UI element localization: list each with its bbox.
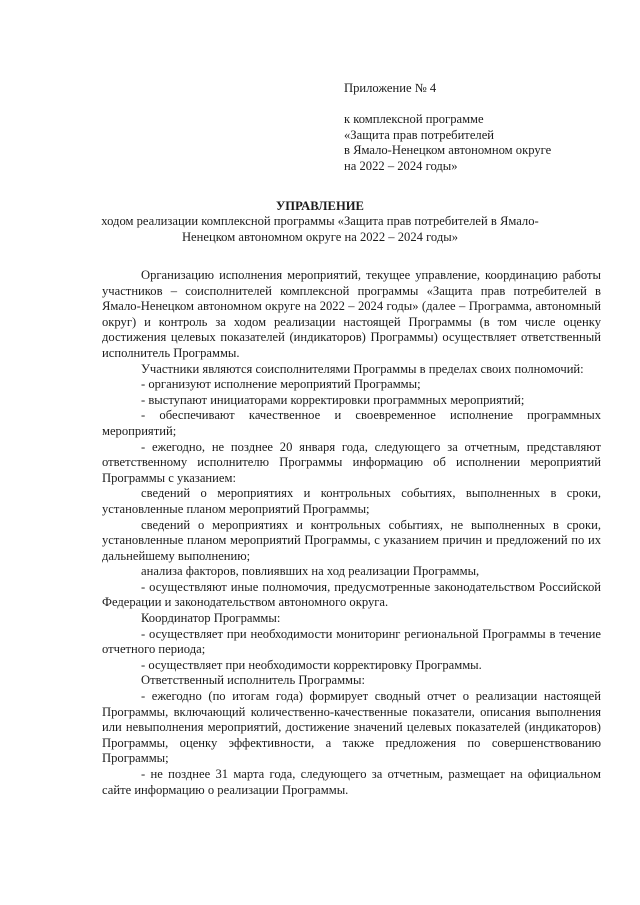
list-item: - осуществляют иные полномочия, предусмотренные законодательством Российской Федерации и законодательством автономного округа. xyxy=(102,579,601,610)
list-subitem: сведений о мероприятиях и контрольных событиях, выполненных в сроки, установленные планом мероприятий Программы; xyxy=(102,486,601,516)
document-heading xyxy=(96,199,544,245)
list-item: - выступают инициаторами корректировки программных мероприятий; xyxy=(141,392,525,407)
list-item: - не позднее 31 марта года, следующего за отчетным, размещает на официальном сайте информацию о реализации Программы. xyxy=(102,767,601,797)
appendix-block xyxy=(344,81,614,174)
list-subitem: анализа факторов, повлиявших на ход реализации Программы, xyxy=(141,564,480,579)
appendix-line: «Защита прав потребителей xyxy=(344,127,495,142)
list-item: - обеспечивают качественное и своевременное исполнение программных мероприятий; xyxy=(102,408,601,438)
document-body xyxy=(102,268,601,798)
section-label: Ответственный исполнитель Программы: xyxy=(141,673,365,688)
list-item: - ежегодно (по итогам года) формирует сводный отчет о реализации настоящей Программы, включающий количественно-качественные показатели, описания выполнения или невыполнения мероприятий, достижение значений целевых показателей (индикаторов) Программы, оценку эффективности, а также предложения по совершенствованию Программы; xyxy=(102,689,601,766)
heading-subtitle: ходом реализации комплексной программы «Защита прав потребителей в Ямало-Ненецком автономном округе на 2022 – 2024 годы» xyxy=(101,214,539,244)
list-item: - осуществляет при необходимости мониторинг региональной Программы в течение отчетного периода; xyxy=(102,626,601,657)
list-item: - осуществляет при необходимости корректировку Программы. xyxy=(141,657,482,672)
appendix-line: в Ямало-Ненецком автономном округе xyxy=(344,143,552,158)
list-subitem: сведений о мероприятиях и контрольных событиях, не выполненных в сроки, установленные планом мероприятий Программы, с указанием причин и предложений по их дальнейшему выполнению; xyxy=(102,517,601,563)
body-paragraph: Участники являются соисполнителями Программы в пределах своих полномочий: xyxy=(141,361,584,376)
list-item: - ежегодно, не позднее 20 января года, следующего за отчетным, представляют ответственному исполнителю Программы информацию об исполнении мероприятий Программы с указанием: xyxy=(102,439,601,485)
section-label: Координатор Программы: xyxy=(141,611,281,626)
list-item: - организуют исполнение мероприятий Программы; xyxy=(141,377,421,392)
appendix-number: Приложение № 4 xyxy=(344,81,437,95)
heading-title: УПРАВЛЕНИЕ xyxy=(276,199,364,213)
body-paragraph: Организацию исполнения мероприятий, текущее управление, координацию работы участников – соисполнителей комплексной программы «Защита прав потребителей в Ямало-Ненецком автономном округе на 2022 – 2024 годы» (далее – Программа, автономный округ) и контроль за ходом реализации настоящей Программы (в том числе оценку достижения целевых показателей (индикаторов) Программы) осуществляет ответственный исполнитель Программы. xyxy=(102,268,601,360)
appendix-line: к комплексной программе xyxy=(344,112,484,127)
appendix-line: на 2022 – 2024 годы» xyxy=(344,158,458,173)
